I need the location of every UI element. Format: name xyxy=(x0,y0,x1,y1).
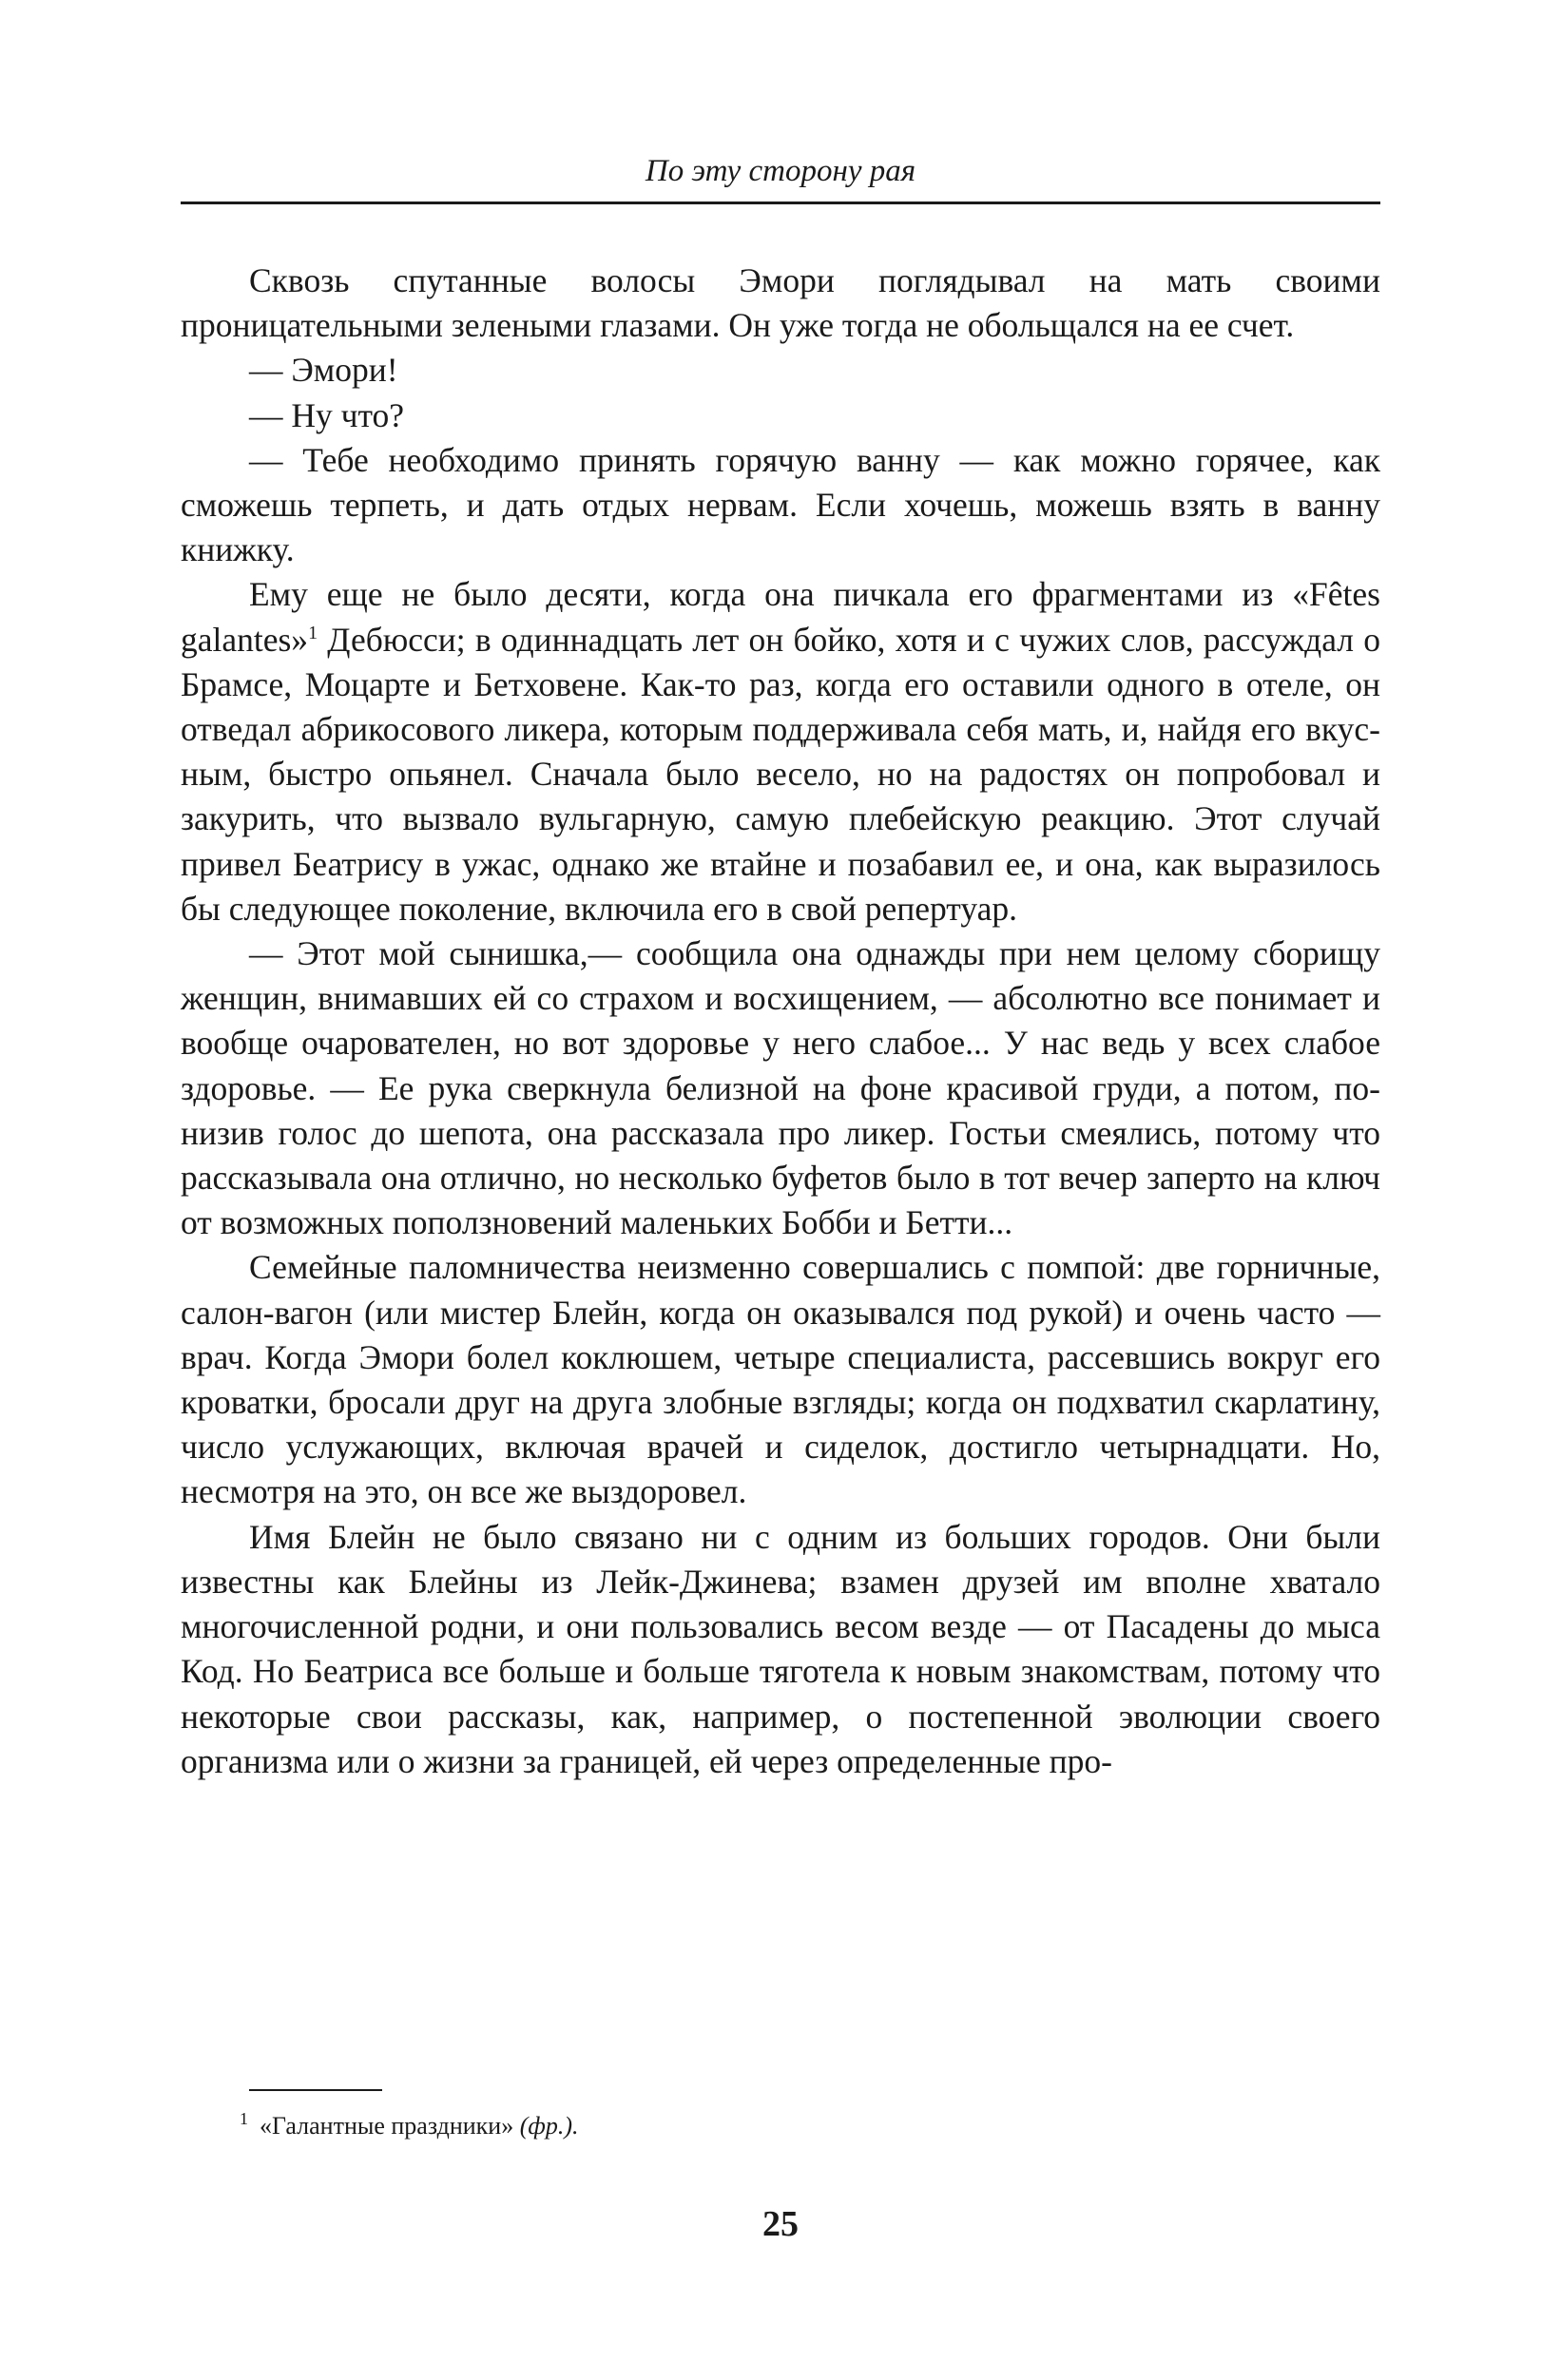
footnote-rule xyxy=(249,2089,382,2091)
footnote-language: (фр.). xyxy=(519,2112,579,2140)
paragraph-text: Ему еще не было десяти, когда она пичкала его фрагментами из «Fêtes galantes» xyxy=(181,575,1380,659)
footnote xyxy=(240,2110,579,2142)
footnote-marker: 1 xyxy=(240,2109,248,2129)
page-number: 25 xyxy=(762,2204,799,2244)
paragraph: Семейные паломничества неизменно совершались с помпой: две горничные, салон-вагон (или мистер Блейн, когда он оказывался под рукой) и очень часто — врач. Когда Эмори болел коклюшем, четыре специалиста, рассевшись вокруг его кроватки, бросали друг на друга злобные взгляды; когда он подхватил скарлатину, число услужающих, включая врачей и сиделок, достигло четырнадцати. Но, несмотря на это, он все же выздоровел. xyxy=(181,1248,1380,1511)
paragraph-text-continued: Дебюсси; в одиннадцать лет он бойко, хотя и с чужих слов, рассуждал о Брамсе, Моцарте и Бетховене. Как-то раз, когда его оставили одного в отеле, он отведал абрикосового ликера, которым поддерживала себя мать, и, найдя его вкусным, быстро опьянел. Сначала было весело, но на радостях он попробовал и закурить, что вызвало вульгарную, самую плебейскую реакцию. Этот случай привел Беатрису в ужас, однако же втайне и позабавил ее, и она, как выразилось бы следующее поколение, включила его в свой репертуар. xyxy=(181,620,1380,928)
running-head: По эту сторону рая xyxy=(645,154,916,188)
paragraph: Сквозь спутанные волосы Эмори поглядывал на мать своими проницательными зелеными глазами. Он уже тогда не обольщался на ее счет. xyxy=(181,261,1380,345)
footnote-reference: 1 xyxy=(308,622,318,643)
dialogue-line: — Этот мой сынишка,— сообщила она однажды при нем целому сборищу женщин, внимавших ей со страхом и восхищением, — абсолютно все понимает и вообще очарователен, но вот здоровье у него слабое... У нас ведь у всех слабое здоровье. — Ее рука сверкнула белизной на фоне красивой груди, а потом, понизив голос до шепота, она рассказала про ликер. Гостьи смеялись, потому что рассказывала она отлично, но несколько буфетов было в тот вечер заперто на ключ от возможных поползновений маленьких Бобби и Бетти... xyxy=(181,934,1380,1242)
dialogue-line: — Ну что? xyxy=(249,395,405,434)
paragraph-with-footnote xyxy=(181,572,1380,931)
dialogue-line: — Тебе необходимо принять горячую ванну — как можно горячее, как сможешь терпеть, и дать отдых нервам. Если хочешь, можешь взять в ванну книжку. xyxy=(181,440,1380,569)
paragraph: Имя Блейн не было связано ни с одним из больших городов. Они были известны как Блейны из Лейк-Джинева; взамен друзей им вполне хватало многочисленной родни, и они пользовались весом везде — от Пасадены до мыса Код. Но Беатриса все больше и больше тяготела к новым знакомствам, потому что некоторые свои рассказы, как, например, о постепенной эволюции своего организма или о жизни за границей, ей через определенные про- xyxy=(181,1517,1380,1780)
body-text xyxy=(181,259,1380,1784)
dialogue-line: — Эмори! xyxy=(249,351,398,390)
header-rule xyxy=(181,202,1380,204)
footnote-text: «Галантные праздники» xyxy=(260,2112,514,2140)
